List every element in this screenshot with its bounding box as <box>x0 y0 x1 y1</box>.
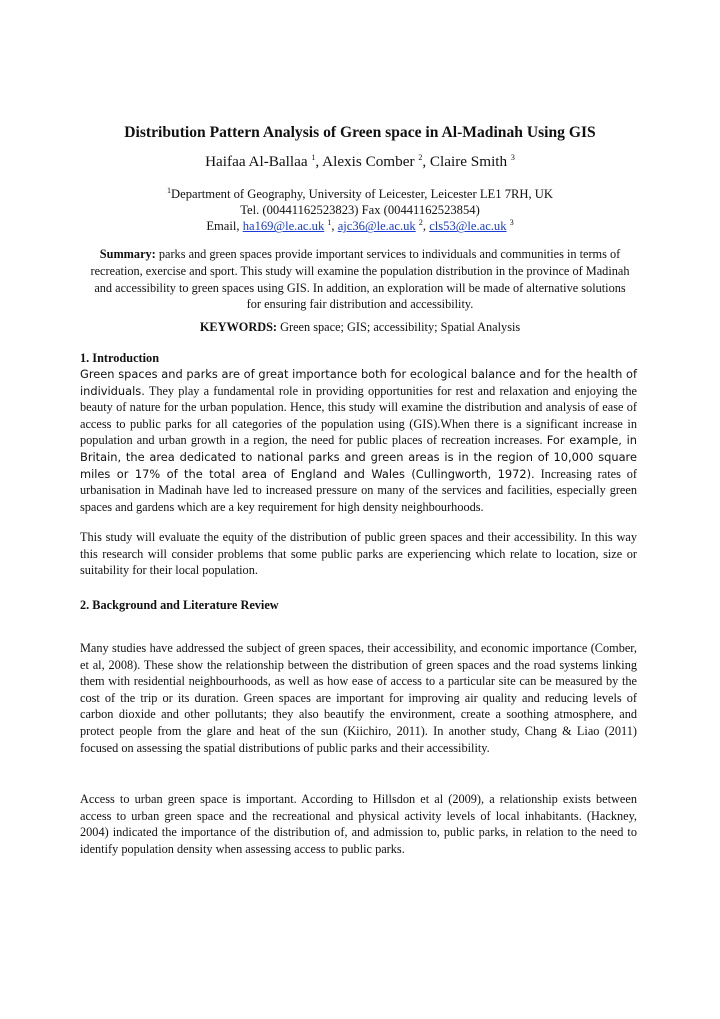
summary-label: Summary: <box>99 247 156 261</box>
affiliation-contact: Tel. (00441162523823) Fax (00441162523854) <box>240 203 480 218</box>
affiliation-department-line <box>0 186 720 202</box>
affiliation-block <box>0 186 720 235</box>
email-superscript: 3 <box>509 218 514 228</box>
background-paragraph-2: Access to urban green space is important. According to Hillsdon et al (2009), a relationship exists between access to urban green space and the recreational and physical activity levels of local inhabitants. (Hackney, 2004) indicated the importance of the distribution of, and admission to, public parks, in relation to the need to identify population density when assessing access to public parks. <box>80 792 637 856</box>
keywords-label: KEYWORDS: <box>199 320 278 334</box>
author-name: Claire Smith <box>429 153 508 170</box>
paper-title: Distribution Pattern Analysis of Green space in Al-Madinah Using GIS <box>124 124 596 141</box>
affiliation-emails: Email, ha169@le.ac.uk $^1$, ajc36@le.ac.uk $^2$, cls53@le.ac.uk $^3$ <box>206 218 514 234</box>
author-name: Alexis Comber <box>322 153 415 170</box>
intro-text-segment: They play a fundamental role in providing opportunities for rest and relaxation and enjoying the beauty of nature for the urban population. Hence, this study will examine the distribution and analysis of ease of access to public parks for all categories of the population using (GIS).When there is a significant increase in population and urban growth in a region, the need for public places of recreation increases. <box>80 383 637 448</box>
intro-text-segment: For example, in Britain, the area dedicated to national parks and green areas is in the region of 10,000 square miles or 17% of the total area of England and Wales (Cullingworth, 1972). <box>80 433 638 481</box>
section-heading-introduction: 1. Introduction <box>80 351 160 365</box>
keywords-text: Green space; GIS; accessibility; Spatial Analysis <box>280 320 521 334</box>
email-link-2[interactable]: ajc36@le.ac.uk <box>337 219 416 234</box>
summary-block <box>86 246 634 313</box>
author-name: Haifaa Al-Ballaa <box>205 153 308 170</box>
section-heading-background: 2. Background and Literature Review <box>80 598 279 612</box>
intro-text-segment: Increasing rates of urbanisation in Madinah have led to increased pressure on many of the services and facilities, especially green spaces and gardens which are a key requirement for high density neighbourhoods. <box>80 466 637 514</box>
author-superscript: 1 <box>311 152 316 162</box>
author-superscript: 3 <box>510 152 515 162</box>
email-superscript: 2 <box>418 218 423 228</box>
author-superscript: 2 <box>418 152 423 162</box>
email-superscript: 1 <box>327 218 332 228</box>
email-link-3[interactable]: cls53@le.ac.uk <box>429 219 507 234</box>
affiliation-superscript: 1 <box>167 185 172 195</box>
intro-text-segment: Green spaces and parks are of great importance both for ecological balance and for the health of individuals. <box>80 367 637 398</box>
introduction-paragraph-2: This study will evaluate the equity of the distribution of public green spaces and their accessibility. In this way this research will consider problems that some public parks are experiencing which relate to location, size or suitability for their local population. <box>80 530 637 578</box>
email-link-1[interactable]: ha169@le.ac.uk <box>242 219 325 234</box>
email-label: Email, <box>206 219 240 234</box>
keywords-line <box>0 320 720 335</box>
background-paragraph-1: Many studies have addressed the subject of green spaces, their accessibility, and economic importance (Comber, et al, 2008). These show the relationship between the distribution of green spaces and the road systems linking them with residential neighbourhoods, as well as how ease of access to a particular site can be measured by the cost of the trip or its duration. Green spaces are important for improving air quality and reducing levels of carbon dioxide and other pollutants; they also beautify the environment, create a soothing atmosphere, and protect people from the glare and heat of the sun (Kiichiro, 2011). In another study, Chang & Liao (2011) focused on assessing the spatial distributions of public parks and their accessibility. <box>80 641 637 755</box>
summary-text: parks and green spaces provide important services to individuals and communities in terms of recreation, exercise and sport. This study will examine the population distribution in the province of Madinah and accessibility to green spaces using GIS. In addition, an exploration will be made of alternative solutions for ensuring fair distribution and accessibility. <box>90 247 630 312</box>
introduction-paragraph-1 <box>80 366 637 515</box>
author-list: Haifaa Al-Ballaa $^1$, Alexis Comber $^2$, Claire Smith $^3$ <box>205 152 515 170</box>
affiliation-department: Department of Geography, University of Leicester, Leicester LE1 7RH, UK <box>171 187 553 201</box>
